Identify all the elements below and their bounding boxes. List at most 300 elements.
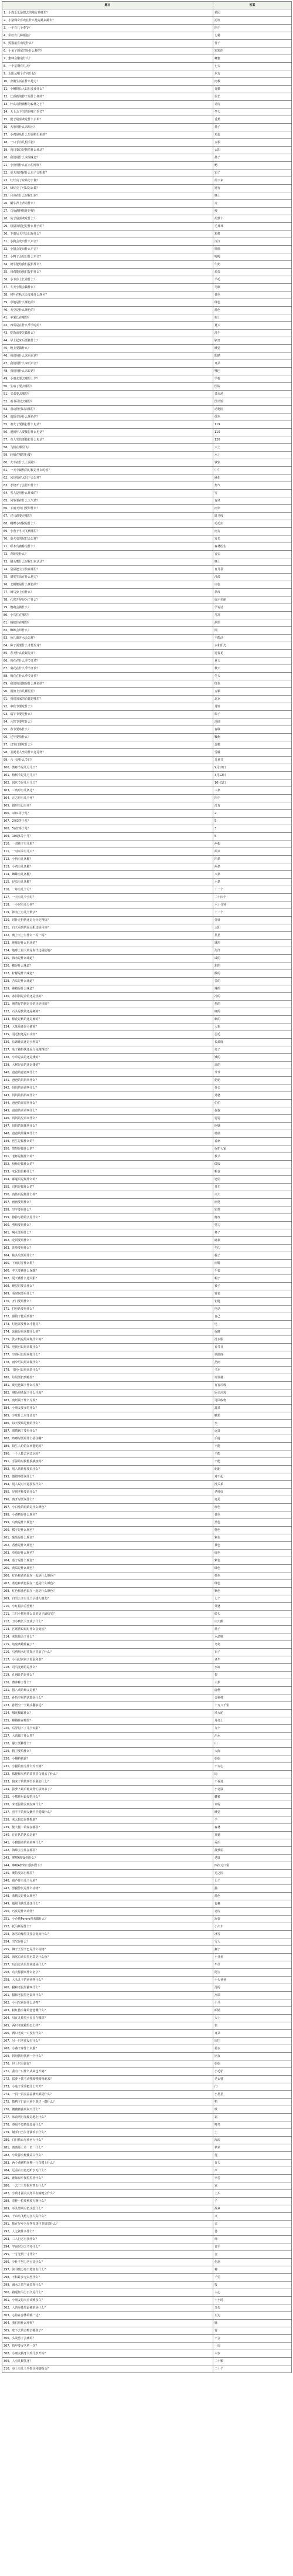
answer-cell: 绿色	[213, 1565, 292, 1572]
answer-cell: 绿色	[213, 299, 292, 307]
table-row	[2, 1382, 292, 1389]
answer-cell: 快	[213, 2022, 292, 2030]
question-cell: 257、玩具总动员里胡迪是什么？	[2, 1961, 213, 1969]
question-cell: 291、独在异乡为异客每逢佳节倍思什么？	[2, 2221, 213, 2228]
table-row	[2, 1542, 292, 1550]
question-cell: 211、三只小猪用什么盖的房子最结实？	[2, 1611, 213, 1618]
answer-cell: 六岁	[213, 2350, 292, 2358]
question-cell: 216、乌鸦喝水时往瓶子里放了什么？	[2, 1649, 213, 1656]
table-row	[2, 513, 292, 520]
table-row	[2, 32, 292, 40]
table-row	[2, 1504, 292, 1511]
table-row	[2, 1359, 292, 1367]
table-row	[2, 2213, 292, 2221]
question-cell: 92、中秋节要吃什么？	[2, 703, 213, 711]
answer-cell: 119	[213, 421, 292, 429]
answer-cell: 梨	[213, 1672, 292, 1679]
answer-cell: 不说谎	[213, 1778, 292, 1786]
question-cell: 245、奥特曼来自哪里？	[2, 1870, 213, 1877]
answer-cell: 青天	[213, 2160, 292, 2167]
answer-cell: 莲	[213, 2152, 292, 2160]
question-cell: 14、天上会下雪的是哪个季节？	[2, 109, 213, 116]
question-cell: 134、大象重还是小猫重？	[2, 1023, 213, 1031]
answer-cell: 钟表	[213, 1290, 292, 1298]
table-row	[2, 2198, 292, 2205]
answer-cell: 黄色	[213, 292, 292, 299]
table-row	[2, 1916, 292, 1923]
question-cell: 147、妈妈的姐妹叫什么？	[2, 1123, 213, 1130]
question-cell: 102、国庆节是几月几日？	[2, 779, 213, 787]
table-row	[2, 40, 292, 48]
answer-cell: 白色	[213, 581, 292, 589]
table-row	[2, 63, 292, 70]
answer-cell: 蜂蜜	[213, 1794, 292, 1801]
question-cell: 195、见到老师要说什么？	[2, 1489, 213, 1496]
answer-cell: 分针	[213, 917, 292, 924]
table-row	[2, 833, 292, 840]
table-row	[2, 741, 292, 749]
table-row	[2, 1328, 292, 1336]
table-row	[2, 284, 292, 292]
question-cell: 79、鹦鹉会做什么？	[2, 604, 213, 612]
table-row	[2, 1984, 292, 1992]
table-row	[2, 1138, 292, 1145]
question-cell: 104、正方形有几个角？	[2, 795, 213, 802]
question-cell: 249、超级飞侠乐迪送什么？	[2, 1900, 213, 1908]
table-row	[2, 543, 292, 551]
question-cell: 148、爸爸的姐妹叫什么？	[2, 1130, 213, 1138]
question-cell: 295、一寸光阴一寸什么？	[2, 2251, 213, 2259]
table-row	[2, 1130, 292, 1138]
question-cell: 283、两个黄鹂鸣翠柳一行白鹭上什么？	[2, 2160, 213, 2167]
answer-cell: 七种	[213, 32, 292, 40]
question-cell: 280、白日依山尽黄河入什么？	[2, 2137, 213, 2144]
question-cell: 199、乌鸦是什么颜色？	[2, 1519, 213, 1527]
answer-column-header: 答案	[213, 2, 292, 9]
table-row	[2, 1367, 292, 1374]
answer-cell: 5	[213, 818, 292, 825]
question-cell: 115、昆虫有几条腿？	[2, 879, 213, 886]
table-row	[2, 1267, 292, 1275]
question-cell: 209、白雪公主有几个小矮人朋友？	[2, 1595, 213, 1603]
table-row	[2, 894, 292, 901]
question-cell: 207、蓝色和黄色混在一起是什么颜色？	[2, 1580, 213, 1588]
table-row	[2, 1603, 292, 1611]
question-cell: 97、过生日要吃什么？	[2, 741, 213, 749]
answer-cell: 没有	[213, 802, 292, 810]
question-cell: 156、消防员是做什么的？	[2, 1191, 213, 1199]
table-row	[2, 848, 292, 856]
question-cell: 288、春种一粒粟秋收万颗什么？	[2, 2198, 213, 2205]
question-cell: 32、小猫会发出什么声音？	[2, 246, 213, 253]
question-cell: 127、柠檬是什么味道？	[2, 970, 213, 978]
question-cell: 125、海水是什么味道？	[2, 955, 213, 962]
table-row	[2, 1092, 292, 1100]
table-row	[2, 1748, 292, 1755]
answer-cell: 治水	[213, 1733, 292, 1740]
question-cell: 238、灰太狼总是想抓谁？	[2, 1816, 213, 1824]
question-cell: 62、冰块放在太阳下会怎样？	[2, 474, 213, 482]
question-cell: 263、粉红猪小妹的爸爸戴什么？	[2, 2007, 213, 2015]
answer-cell: 图书馆	[213, 398, 292, 406]
question-cell: 59、轮船在哪里行驶？	[2, 452, 213, 459]
answer-cell: 羊毛	[213, 276, 292, 284]
answer-cell: 梳子	[213, 1252, 292, 1260]
table-row	[2, 604, 292, 612]
table-row	[2, 757, 292, 764]
table-row	[2, 1687, 292, 1694]
question-cell: 138、小草是高的还是矮的？	[2, 1054, 213, 1062]
answer-cell: 红色	[213, 680, 292, 688]
question-cell: 152、厨师是做什么的？	[2, 1161, 213, 1168]
table-row	[2, 2365, 292, 2373]
question-cell: 221、猪八戒的师父是谁？	[2, 1687, 213, 1694]
question-cell: 205、黄瓜是什么颜色？	[2, 1565, 213, 1572]
question-cell: 107、2加3等于几？	[2, 818, 213, 825]
question-cell: 16、大象用什么来喝水？	[2, 124, 213, 131]
answer-cell: 十万八千里	[213, 1702, 292, 1710]
question-cell: 253、冰雪奇缘里艾莎会变出什么？	[2, 1931, 213, 1938]
question-cell: 229、精卫要填什么？	[2, 1748, 213, 1755]
question-cell: 270、世上只有谁好？	[2, 2060, 213, 2068]
answer-cell: 铅笔	[213, 1206, 292, 1214]
table-row	[2, 490, 292, 497]
question-cell: 105、圆形有没有角？	[2, 802, 213, 810]
question-cell: 304、我们用什么呼吸？	[2, 2320, 213, 2327]
answer-cell: 眼镜	[213, 2007, 292, 2015]
question-cell: 4、彩虹有几种颜色？	[2, 32, 213, 40]
table-row	[2, 520, 292, 528]
question-cell: 260、猫和老鼠里猫叫什么？	[2, 1984, 213, 1992]
answer-cell: 九个	[213, 1725, 292, 1733]
answer-cell: 冬眠	[213, 284, 292, 292]
question-cell: 282、小娃撑小艇偷采白什么？	[2, 2152, 213, 2160]
question-cell: 34、奶牛能给我们提供什么？	[2, 261, 213, 269]
answer-cell: 刷牙	[213, 337, 292, 345]
question-cell: 215、龟兔赛跑谁赢了？	[2, 1641, 213, 1649]
answer-cell: 猫	[213, 1885, 292, 1893]
table-row	[2, 147, 292, 154]
table-row	[2, 78, 292, 86]
question-cell: 137、兔子跑得快还是乌龟跑得快？	[2, 1046, 213, 1054]
question-cell: 70、萤火虫的尾巴会怎样？	[2, 535, 213, 543]
table-row	[2, 1794, 292, 1801]
question-cell: 300、路遥知马力日久见什么？	[2, 2289, 213, 2297]
answer-cell: 做饭	[213, 1161, 292, 1168]
question-cell: 24、绿灯亮了可以怎么做？	[2, 185, 213, 192]
question-cell: 222、孙悟空用的武器是什么？	[2, 1694, 213, 1702]
answer-cell: 南方	[213, 528, 292, 535]
question-cell: 114、蜘蛛有几条腿？	[2, 871, 213, 879]
table-row	[2, 1580, 292, 1588]
question-cell: 188、咳嗽时要用什么捂住嘴？	[2, 1435, 213, 1443]
header-row	[2, 2, 292, 9]
answer-cell: 挡雨	[213, 1359, 292, 1367]
question-cell: 310、身上有几个手指头和脚指头？	[2, 2365, 213, 2373]
table-row	[2, 665, 292, 673]
table-row	[2, 1229, 292, 1237]
question-cell: 131、刚煮好的粥是冷的还是热的？	[2, 1001, 213, 1008]
answer-cell: 十二个	[213, 886, 292, 894]
table-row	[2, 1435, 292, 1443]
question-cell: 122、晚上天上有什么一闪一闪？	[2, 932, 213, 940]
question-cell: 130、冰淇淋是冷的还是热的？	[2, 993, 213, 1001]
question-cell: 273、小兔子乖乖把什么开开？	[2, 2083, 213, 2091]
table-row	[2, 1161, 292, 1168]
table-row	[2, 1954, 292, 1961]
answer-cell: 硬的	[213, 1008, 292, 1016]
answer-cell: 害虫	[213, 551, 292, 558]
question-cell: 126、糖是什么味道？	[2, 962, 213, 970]
question-cell: 230、小蝌蚪找谁？	[2, 1755, 213, 1763]
table-row	[2, 406, 292, 413]
answer-cell: 狮子	[213, 1946, 292, 1954]
table-row	[2, 253, 292, 261]
answer-cell: 手套	[213, 1267, 292, 1275]
answer-cell: 鸟窝	[213, 612, 292, 619]
answer-cell: 杰瑞	[213, 1992, 292, 1999]
answer-cell: 鼻子	[213, 1626, 292, 1633]
question-cell: 233、狼来了的故事告诉我们什么？	[2, 1778, 213, 1786]
question-cell: 96、过年要放什么？	[2, 734, 213, 741]
answer-cell: 睡觉	[213, 345, 292, 352]
table-row	[2, 322, 292, 330]
table-row	[2, 170, 292, 177]
table-row	[2, 1885, 292, 1893]
question-cell: 226、后羿射下了几个太阳？	[2, 1725, 213, 1733]
answer-cell: 红色	[213, 1504, 292, 1511]
table-row	[2, 2175, 292, 2182]
question-cell: 20、我们用什么来闻味道？	[2, 154, 213, 162]
table-row	[2, 1900, 292, 1908]
question-cell: 150、警察是做什么的？	[2, 1145, 213, 1153]
answer-cell: 鸡蛋	[213, 269, 292, 276]
answer-cell: 五根	[213, 139, 292, 147]
table-row	[2, 1778, 292, 1786]
question-cell: 290、千山鸟飞绝万径人踪什么？	[2, 2213, 213, 2221]
answer-cell: 小老鼠	[213, 1786, 292, 1794]
answer-cell: 蜂蜜	[213, 55, 292, 63]
table-row	[2, 177, 292, 185]
question-cell: 9、太阳从哪个方向升起？	[2, 70, 213, 78]
question-cell: 7、蜜蜂会酿造什么？	[2, 55, 213, 63]
table-row	[2, 1862, 292, 1870]
table-row	[2, 1107, 292, 1115]
question-cell: 218、司马光砸的是什么？	[2, 1664, 213, 1672]
answer-cell: 老虎	[213, 1908, 292, 1916]
question-cell: 67、过马路要走哪里？	[2, 513, 213, 520]
answer-cell: 可回收物	[213, 1397, 292, 1405]
table-row	[2, 1656, 292, 1664]
question-cell: 187、眼睛累了要看什么？	[2, 1428, 213, 1435]
question-cell: 8、一个星期有几天？	[2, 63, 213, 70]
table-row	[2, 886, 292, 894]
answer-cell: 胡萝卜	[213, 215, 292, 223]
answer-cell: 水缸	[213, 1664, 292, 1672]
table-row	[2, 109, 292, 116]
answer-cell: 伯伯	[213, 1100, 292, 1107]
question-cell: 256、海底总动员里尼莫是什么鱼？	[2, 1954, 213, 1961]
answer-cell: 壳	[213, 200, 292, 208]
question-cell: 64、雪人是用什么堆成的？	[2, 490, 213, 497]
question-cell: 163、洗脸要用什么？	[2, 1245, 213, 1252]
question-cell: 261、猫和老鼠里老鼠叫什么？	[2, 1992, 213, 1999]
answer-cell: 妈妈	[213, 2060, 292, 2068]
question-cell: 83、鱼儿离开水会怎样？	[2, 635, 213, 642]
table-row	[2, 1412, 292, 1420]
table-row	[2, 2030, 292, 2038]
question-cell: 299、滴水之恩当涌泉相什么？	[2, 2282, 213, 2289]
table-row	[2, 2060, 292, 2068]
question-cell: 169、看时间要看什么？	[2, 1290, 213, 1298]
table-row	[2, 452, 292, 459]
answer-cell: 知了	[213, 170, 292, 177]
question-cell: 143、妈妈的妈妈叫什么？	[2, 1092, 213, 1100]
question-cell: 158、写字要用什么？	[2, 1206, 213, 1214]
question-cell: 159、擦掉写错的字用什么？	[2, 1214, 213, 1222]
table-row	[2, 467, 292, 474]
answer-cell: 千里	[213, 2274, 292, 2282]
table-row	[2, 1931, 292, 1938]
table-row	[2, 1023, 292, 1031]
table-row	[2, 688, 292, 696]
question-cell: 254、雪宝是什么？	[2, 1938, 213, 1946]
question-cell: 193、做错事要说什么？	[2, 1473, 213, 1481]
answer-cell: 肺	[213, 2320, 292, 2327]
question-cell: 57、有人受伤要拨打什么电话？	[2, 436, 213, 444]
table-row	[2, 2091, 292, 2099]
table-row	[2, 1771, 292, 1778]
answer-cell: 师	[213, 2236, 292, 2243]
answer-cell: 妈妈	[213, 1755, 292, 1763]
table-row	[2, 825, 292, 833]
answer-cell: 两根	[213, 840, 292, 848]
question-column-header: 题目	[2, 2, 213, 9]
answer-cell: 水上	[213, 452, 292, 459]
table-row	[2, 124, 292, 131]
answer-cell: 手肘	[213, 1435, 292, 1443]
table-row	[2, 940, 292, 947]
answer-cell: 冬天	[213, 109, 292, 116]
answer-cell: 3	[213, 825, 292, 833]
question-cell: 120、时针走得快还是分针走得快？	[2, 917, 213, 924]
question-cell: 173、灯泡需要什么才能亮？	[2, 1321, 213, 1328]
question-cell: 277、床前明月光疑是地上什么？	[2, 2114, 213, 2121]
table-row	[2, 368, 292, 375]
question-cell: 100、教师节是几月几日？	[2, 764, 213, 772]
table-row	[2, 871, 292, 879]
answer-cell: 送信	[213, 1176, 292, 1184]
answer-cell: 调温度	[213, 1351, 292, 1359]
question-cell: 31、小狗会发出什么声音？	[2, 238, 213, 246]
table-row	[2, 1824, 292, 1832]
answer-cell: 高的	[213, 1062, 292, 1069]
question-cell: 49、小朋友要去哪里上学？	[2, 375, 213, 383]
table-row	[2, 863, 292, 871]
answer-cell: 厨余垃圾	[213, 1389, 292, 1397]
answer-cell: 鳃	[213, 162, 292, 170]
answer-cell: 神	[213, 2266, 292, 2274]
answer-cell: 舅舅	[213, 1115, 292, 1123]
table-row	[2, 993, 292, 1001]
answer-cell: 发光	[213, 535, 292, 543]
table-row	[2, 2205, 292, 2213]
table-row	[2, 1077, 292, 1084]
answer-cell: 汤姆	[213, 1984, 292, 1992]
table-row	[2, 1176, 292, 1184]
answer-cell: 森林	[213, 1824, 292, 1832]
table-row	[2, 1511, 292, 1519]
table-row	[2, 1672, 292, 1679]
answer-cell: 四个	[213, 25, 292, 32]
question-cell: 42、西瓜是在什么季节吃的？	[2, 322, 213, 330]
answer-cell: 长颈鹿	[213, 1039, 292, 1046]
question-cell: 41、苹果长在哪里？	[2, 314, 213, 322]
answer-cell: 蓝色	[213, 307, 292, 314]
table-row	[2, 2038, 292, 2045]
question-cell: 52、看书可以去哪里？	[2, 398, 213, 406]
question-cell: 144、爸爸的哥哥叫什么？	[2, 1100, 213, 1107]
table-row	[2, 1694, 292, 1702]
answer-cell: 小火车	[213, 1923, 292, 1931]
answer-cell: 剪刀	[213, 1222, 292, 1229]
question-cell: 27、乌龟跑得快还是慢？	[2, 208, 213, 215]
answer-cell: 老牛	[213, 1656, 292, 1664]
table-row	[2, 978, 292, 985]
table-row	[2, 1565, 292, 1572]
question-cell: 12、长颈鹿的脖子是什么样的？	[2, 93, 213, 101]
question-cell: 246、葫芦娃有几个兄弟？	[2, 1877, 213, 1885]
answer-cell: 北京	[213, 696, 292, 703]
answer-cell: 夏天	[213, 657, 292, 665]
table-row	[2, 1763, 292, 1771]
answer-cell: 蓝色	[213, 1893, 292, 1900]
table-row	[2, 2320, 292, 2327]
table-row	[2, 2121, 292, 2129]
table-row	[2, 1992, 292, 1999]
question-cell: 181、废电池属于什么垃圾？	[2, 1382, 213, 1389]
answer-cell: 蔬菜	[213, 1405, 292, 1412]
qa-table	[2, 1, 292, 2373]
question-cell: 276、鹅鹅鹅曲项向天什么？	[2, 2106, 213, 2114]
table-row	[2, 459, 292, 467]
answer-cell: 120	[213, 436, 292, 444]
question-cell: 309、人有几颗乳牙？	[2, 2358, 213, 2365]
answer-cell: 二十颗	[213, 2358, 292, 2365]
question-cell: 265、两只老虎跑得怎么样？	[2, 2022, 213, 2030]
question-cell: 176、电视可以用来做什么？	[2, 1344, 213, 1351]
question-cell: 200、橘子是什么颜色？	[2, 1527, 213, 1534]
question-cell: 264、贝瓦儿歌里小星星在哪里？	[2, 2015, 213, 2022]
answer-cell: 莱德	[213, 1832, 292, 1839]
table-row	[2, 619, 292, 627]
answer-cell: 三条	[213, 787, 292, 795]
answer-cell: 四条	[213, 856, 292, 863]
question-cell: 293、三人行必有我什么？	[2, 2236, 213, 2243]
table-row	[2, 2144, 292, 2152]
answer-cell: 香蕉	[213, 116, 292, 124]
table-row	[2, 48, 292, 55]
table-row	[2, 9, 292, 17]
answer-cell: 南极	[213, 78, 292, 86]
question-cell: 236、米老鼠的女朋友叫什么？	[2, 1801, 213, 1809]
question-cell: 33、小鸭子会发出什么声音？	[2, 253, 213, 261]
table-row	[2, 657, 292, 665]
question-cell: 65、风筝要在什么天气放？	[2, 497, 213, 505]
answer-cell: 石子	[213, 1649, 292, 1656]
question-cell: 220、曹冲称了什么？	[2, 1679, 213, 1687]
table-row	[2, 1168, 292, 1176]
